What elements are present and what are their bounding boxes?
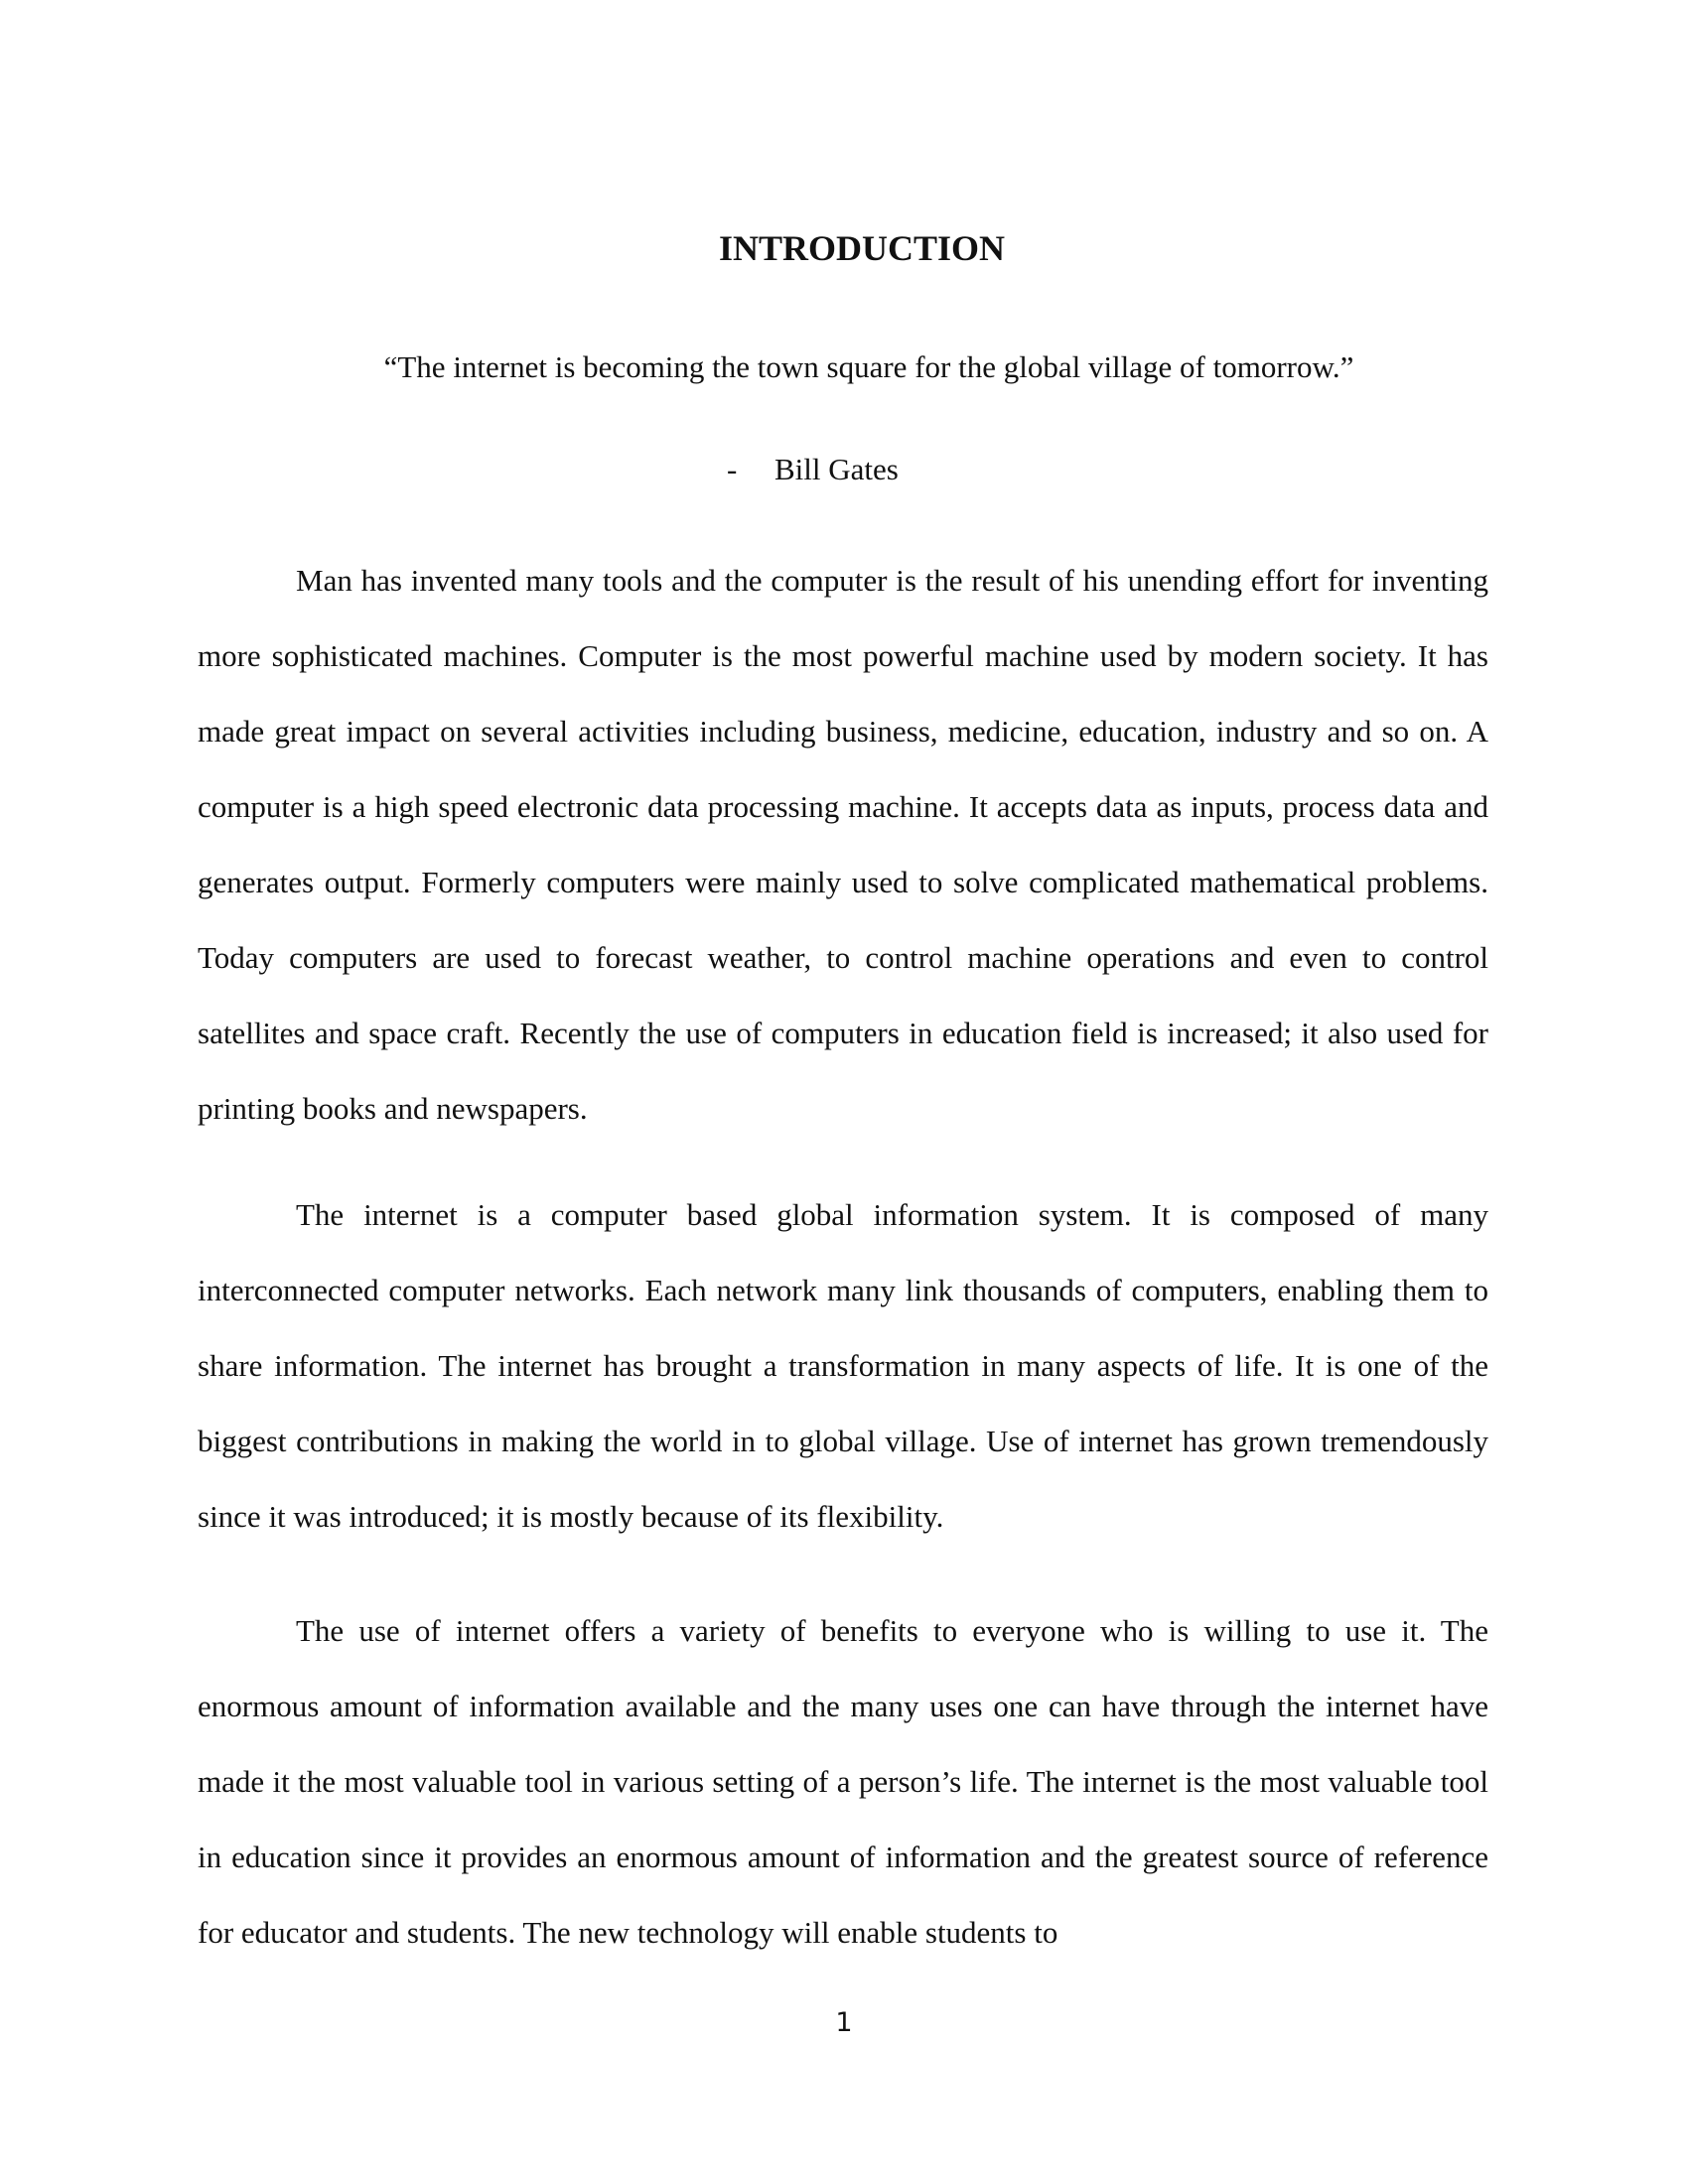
body-paragraph: The use of internet offers a variety of benefits to everyone who is willing to use it. The enormous amount of information available and the many uses one can have through the internet have made it the most valuable tool in various setting of a person’s life. The internet is the most valuable tool in education since it provides an enormous amount of information and the greatest source of reference for educator and students. The new technology will enable students to <box>198 1613 1488 1950</box>
page-number: 1 <box>835 2007 853 2038</box>
attribution-dash: - <box>727 452 738 486</box>
epigraph-attribution <box>727 450 899 489</box>
body-paragraph: The internet is a computer based global information system. It is composed of many interconnected computer networks. Each network many link thousands of computers, enabling them to share information. The internet has brought a transformation in many aspects of life. It is one of the biggest contributions in making the world in to global village. Use of internet has grown tremendously since it was introduced; it is mostly because of its flexibility. <box>198 1197 1488 1534</box>
attribution-name: Bill Gates <box>774 452 899 486</box>
epigraph-quote: “The internet is becoming the town square for the global village of tomorrow.” <box>383 349 1354 384</box>
body-paragraph: Man has invented many tools and the computer is the result of his unending effort for inventing more sophisticated machines. Computer is the most powerful machine used by modern society. It has made great impact on several activities including business, medicine, education, industry and so on. A computer is a high speed electronic data processing machine. It accepts data as inputs, process data and generates output. Formerly computers were mainly used to solve complicated mathematical problems. Today computers are used to forecast weather, to control machine operations and even to control satellites and space craft. Recently the use of computers in education field is increased; it also used for printing books and newspapers. <box>198 563 1488 1126</box>
page-title: INTRODUCTION <box>718 228 1006 268</box>
